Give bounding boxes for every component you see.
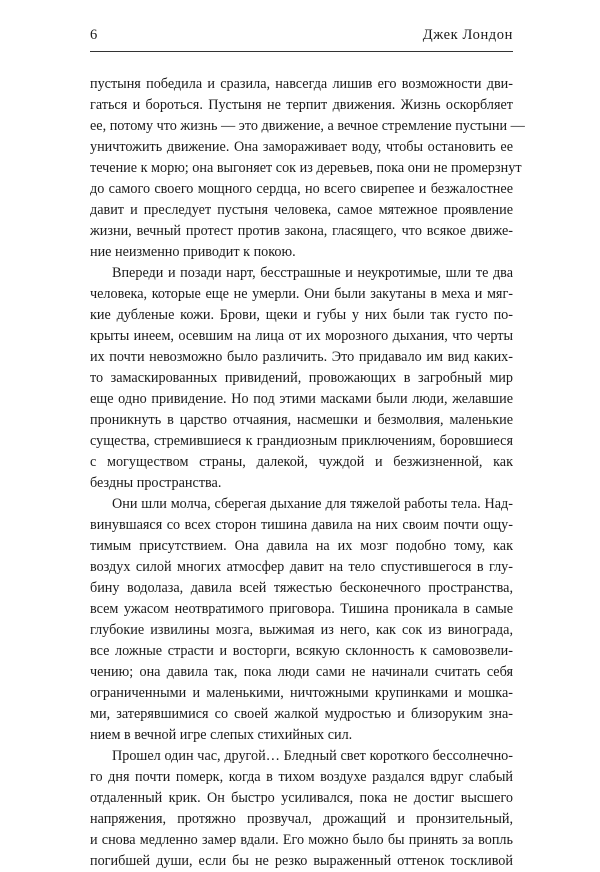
text-line: всем ужасом неотвратимого приговора. Тишина проникала в самые xyxy=(90,601,513,617)
text-line: до самого своего мощного сердца, но всего свирепее и безжалостнее xyxy=(90,181,513,197)
book-author: Джек Лондон xyxy=(422,27,513,43)
text-line: ее, потому что жизнь — это движение, а вечное стремление пустыни — xyxy=(90,118,525,134)
text-line: воздух силой многих атмосфер давит на тело спустившегося в глу- xyxy=(90,559,513,575)
text-line: ние неизменно приводит к покою. xyxy=(90,244,296,260)
text-line: Они шли молча, сберегая дыхание для тяжелой работы тела. Над- xyxy=(112,496,513,512)
text-line: уничтожить движение. Она замораживает воду, чтобы остановить ее xyxy=(90,139,513,155)
paragraph xyxy=(90,746,513,872)
paragraph xyxy=(90,74,525,263)
text-line: человека, которые еще не умерли. Они были закутаны в меха и мяг- xyxy=(90,286,513,302)
text-line: давит и преследует пустыня человека, самое мятежное проявление xyxy=(90,202,513,218)
text-line: пустыня победила и сразила, навсегда лишив его возможности дви- xyxy=(90,76,513,92)
body-text xyxy=(90,74,525,872)
text-line: течение к морю; она выгоняет сок из деревьев, пока они не промерзнут xyxy=(90,160,522,176)
text-line: нием в вечной игре слепых стихийных сил. xyxy=(90,727,353,743)
text-line: глубокие извилины мозга, выжимая из него, как сок из винограда, xyxy=(90,622,513,638)
running-head xyxy=(90,27,513,49)
text-line: винувшаяся со всех сторон тишина давила на них своим почти ощу- xyxy=(90,517,513,533)
text-line: чению; она давила так, пока люди сами не начинали считать себя xyxy=(90,664,513,680)
text-line: крыты инеем, осевшим на лица от их морозного дыхания, что черты xyxy=(90,328,513,344)
paragraph xyxy=(90,263,513,494)
text-line: существа, стремившиеся к грандиозным приключениям, боровшиеся xyxy=(90,433,513,449)
text-line: и снова медленно замер вдали. Его можно было бы принять за вопль xyxy=(90,832,513,848)
paragraph xyxy=(90,494,513,746)
text-line: Прошел один час, другой… Бледный свет короткого бессолнечно- xyxy=(112,748,513,764)
text-line: их почти невозможно было различить. Это придавало им вид каких- xyxy=(90,349,513,365)
text-line: бездны пространства. xyxy=(90,475,222,491)
text-line: ограниченными и маленькими, ничтожными крупинками и мошка- xyxy=(90,685,513,701)
text-line: напряжения, протяжно прозвучал, дрожащий и пронзительный, xyxy=(90,811,513,827)
text-line: кие дубленые кожи. Брови, щеки и губы у них были так густо по- xyxy=(90,307,513,323)
text-line: то замаскированных привидений, провожающих в загробный мир xyxy=(90,370,513,386)
text-line: го дня почти померк, когда в тихом воздухе раздался вдруг слабый xyxy=(90,769,513,785)
text-line: ми, затерявшимися со своей жалкой мудростью и близоруким зна- xyxy=(90,706,513,722)
text-line: бину водолаза, давила всей тяжестью бесконечного пространства, xyxy=(90,580,513,596)
text-line: отдаленный крик. Он быстро усиливался, пока не достиг высшего xyxy=(90,790,513,806)
text-line: Впереди и позади нарт, бесстрашные и неукротимые, шли те два xyxy=(112,265,513,281)
text-line: погибшей души, если бы не резко выраженный оттенок тоскливой xyxy=(90,853,513,869)
text-line: все ложные страсти и восторги, всякую склонность к самовозвели- xyxy=(90,643,513,659)
text-line: с могуществом страны, далекой, чуждой и безжизненной, как xyxy=(90,454,513,470)
header-rule xyxy=(90,51,513,52)
text-line: гаться и бороться. Пустыня не терпит движения. Жизнь оскорбляет xyxy=(90,97,513,113)
text-line: еще одно привидение. Но под этими масками были люди, желавшие xyxy=(90,391,513,407)
text-line: жизни, вечный протест против закона, гласящего, что всякое движе- xyxy=(90,223,513,239)
text-line: тимым присутствием. Она давила на их мозг подобно тому, как xyxy=(90,538,513,554)
page-number: 6 xyxy=(90,27,98,43)
text-line: проникнуть в царство отчаяния, насмешки и безмолвия, маленькие xyxy=(90,412,513,428)
